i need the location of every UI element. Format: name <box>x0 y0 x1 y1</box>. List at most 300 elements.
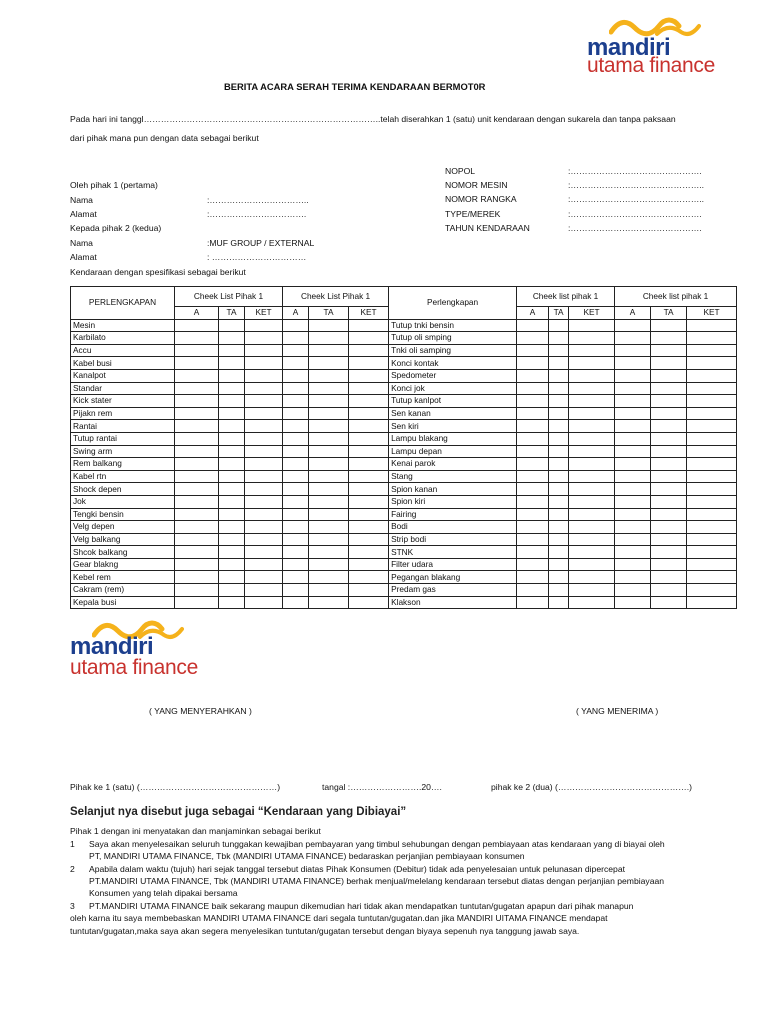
check-cell[interactable] <box>687 470 737 483</box>
check-cell[interactable] <box>219 483 245 496</box>
term-3-line-a: PT.MANDIRI UTAMA FINANCE baik sekarang maupun dikemudian hari tidak akan mendapatkan tuntutan/gugatan apapun dari pihak manapun <box>89 901 634 911</box>
check-cell[interactable] <box>349 395 389 408</box>
check-cell[interactable] <box>569 571 615 584</box>
check-cell[interactable] <box>245 596 283 609</box>
check-cell[interactable] <box>615 558 651 571</box>
check-cell[interactable] <box>517 407 549 420</box>
check-cell[interactable] <box>687 369 737 382</box>
check-cell[interactable] <box>245 546 283 559</box>
check-cell[interactable] <box>245 357 283 370</box>
check-cell[interactable] <box>549 369 569 382</box>
check-cell[interactable] <box>517 508 549 521</box>
check-cell[interactable] <box>569 395 615 408</box>
check-cell[interactable] <box>175 319 219 332</box>
check-cell[interactable] <box>651 432 687 445</box>
check-cell[interactable] <box>175 546 219 559</box>
check-cell[interactable] <box>309 382 349 395</box>
check-cell[interactable] <box>219 395 245 408</box>
check-cell[interactable] <box>283 521 309 534</box>
check-cell[interactable] <box>687 483 737 496</box>
check-cell[interactable] <box>219 596 245 609</box>
check-cell[interactable] <box>309 369 349 382</box>
check-cell[interactable] <box>245 420 283 433</box>
check-cell[interactable] <box>349 546 389 559</box>
check-cell[interactable] <box>219 521 245 534</box>
check-cell[interactable] <box>245 584 283 597</box>
check-cell[interactable] <box>283 369 309 382</box>
check-cell[interactable] <box>175 458 219 471</box>
check-cell[interactable] <box>175 508 219 521</box>
check-cell[interactable] <box>349 382 389 395</box>
check-cell[interactable] <box>283 508 309 521</box>
table-row <box>71 458 737 471</box>
check-cell[interactable] <box>283 483 309 496</box>
check-cell[interactable] <box>309 458 349 471</box>
check-cell[interactable] <box>175 407 219 420</box>
check-cell[interactable] <box>651 332 687 345</box>
check-cell[interactable] <box>549 395 569 408</box>
check-cell[interactable] <box>175 432 219 445</box>
check-cell[interactable] <box>219 458 245 471</box>
check-cell[interactable] <box>283 319 309 332</box>
check-cell[interactable] <box>219 470 245 483</box>
check-cell[interactable] <box>175 369 219 382</box>
check-cell[interactable] <box>175 558 219 571</box>
check-cell[interactable] <box>615 470 651 483</box>
check-cell[interactable] <box>517 357 549 370</box>
check-cell[interactable] <box>651 395 687 408</box>
item-right-label: Konci jok <box>389 382 517 395</box>
field-nama1-value[interactable]: :…………………………….. <box>207 195 309 205</box>
check-cell[interactable] <box>687 584 737 597</box>
check-cell[interactable] <box>349 432 389 445</box>
check-cell[interactable] <box>615 483 651 496</box>
check-cell[interactable] <box>175 420 219 433</box>
check-cell[interactable] <box>349 344 389 357</box>
check-cell[interactable] <box>309 395 349 408</box>
check-cell[interactable] <box>687 357 737 370</box>
check-cell[interactable] <box>309 521 349 534</box>
check-cell[interactable] <box>283 332 309 345</box>
check-cell[interactable] <box>245 470 283 483</box>
check-cell[interactable] <box>549 357 569 370</box>
check-cell[interactable] <box>569 420 615 433</box>
check-cell[interactable] <box>283 344 309 357</box>
check-cell[interactable] <box>283 382 309 395</box>
field-nopol-value[interactable]: :………………………………………. <box>568 166 702 176</box>
check-cell[interactable] <box>349 558 389 571</box>
check-cell[interactable] <box>245 483 283 496</box>
check-cell[interactable] <box>569 357 615 370</box>
check-cell[interactable] <box>175 521 219 534</box>
check-cell[interactable] <box>309 432 349 445</box>
check-cell[interactable] <box>245 432 283 445</box>
check-cell[interactable] <box>569 332 615 345</box>
check-cell[interactable] <box>569 596 615 609</box>
field-type-merek-value[interactable]: :………………………………………. <box>568 209 702 219</box>
check-cell[interactable] <box>549 571 569 584</box>
check-cell[interactable] <box>517 458 549 471</box>
check-cell[interactable] <box>651 445 687 458</box>
check-cell[interactable] <box>517 382 549 395</box>
check-cell[interactable] <box>687 432 737 445</box>
check-cell[interactable] <box>349 407 389 420</box>
check-cell[interactable] <box>517 369 549 382</box>
table-row <box>71 369 737 382</box>
check-cell[interactable] <box>687 558 737 571</box>
check-cell[interactable] <box>309 470 349 483</box>
check-cell[interactable] <box>549 470 569 483</box>
check-cell[interactable] <box>309 483 349 496</box>
check-cell[interactable] <box>651 369 687 382</box>
check-cell[interactable] <box>219 420 245 433</box>
check-cell[interactable] <box>549 483 569 496</box>
check-cell[interactable] <box>615 382 651 395</box>
check-cell[interactable] <box>517 558 549 571</box>
check-cell[interactable] <box>349 332 389 345</box>
signature-tanggal[interactable]: tangal :…………………….20…. <box>322 782 442 792</box>
check-cell[interactable] <box>309 357 349 370</box>
check-cell[interactable] <box>245 332 283 345</box>
check-cell[interactable] <box>687 596 737 609</box>
check-cell[interactable] <box>283 432 309 445</box>
check-cell[interactable] <box>569 546 615 559</box>
field-alamat1-value[interactable]: :……………………………. <box>207 209 307 219</box>
check-cell[interactable] <box>517 432 549 445</box>
check-cell[interactable] <box>651 584 687 597</box>
check-cell[interactable] <box>517 546 549 559</box>
check-cell[interactable] <box>349 508 389 521</box>
check-cell[interactable] <box>245 521 283 534</box>
check-cell[interactable] <box>615 596 651 609</box>
check-cell[interactable] <box>651 344 687 357</box>
check-cell[interactable] <box>219 445 245 458</box>
field-nopol-label: NOPOL <box>445 166 476 176</box>
check-cell[interactable] <box>219 508 245 521</box>
check-cell[interactable] <box>615 420 651 433</box>
check-cell[interactable] <box>615 369 651 382</box>
check-cell[interactable] <box>219 558 245 571</box>
check-cell[interactable] <box>651 508 687 521</box>
check-cell[interactable] <box>517 319 549 332</box>
logo-text-utama-finance: utama finance <box>587 54 716 77</box>
check-cell[interactable] <box>309 533 349 546</box>
check-cell[interactable] <box>349 596 389 609</box>
check-cell[interactable] <box>245 344 283 357</box>
check-cell[interactable] <box>517 596 549 609</box>
check-cell[interactable] <box>245 407 283 420</box>
check-cell[interactable] <box>651 483 687 496</box>
check-cell[interactable] <box>651 357 687 370</box>
sub-header-ket: KET <box>349 307 389 320</box>
check-cell[interactable] <box>549 495 569 508</box>
check-cell[interactable] <box>615 395 651 408</box>
check-cell[interactable] <box>245 571 283 584</box>
check-cell[interactable] <box>517 332 549 345</box>
check-cell[interactable] <box>569 344 615 357</box>
check-cell[interactable] <box>283 458 309 471</box>
check-cell[interactable] <box>309 508 349 521</box>
check-cell[interactable] <box>245 395 283 408</box>
check-cell[interactable] <box>245 508 283 521</box>
check-cell[interactable] <box>245 319 283 332</box>
check-cell[interactable] <box>549 533 569 546</box>
check-cell[interactable] <box>687 458 737 471</box>
check-cell[interactable] <box>245 382 283 395</box>
check-cell[interactable] <box>175 596 219 609</box>
check-cell[interactable] <box>175 332 219 345</box>
check-cell[interactable] <box>175 483 219 496</box>
check-cell[interactable] <box>549 445 569 458</box>
check-cell[interactable] <box>517 571 549 584</box>
check-cell[interactable] <box>549 420 569 433</box>
sub-header-a: A <box>615 307 651 320</box>
check-cell[interactable] <box>687 521 737 534</box>
check-cell[interactable] <box>549 521 569 534</box>
check-cell[interactable] <box>651 571 687 584</box>
check-cell[interactable] <box>517 521 549 534</box>
check-cell[interactable] <box>569 445 615 458</box>
check-cell[interactable] <box>615 571 651 584</box>
check-cell[interactable] <box>283 584 309 597</box>
check-cell[interactable] <box>517 344 549 357</box>
check-cell[interactable] <box>309 407 349 420</box>
check-cell[interactable] <box>219 357 245 370</box>
check-cell[interactable] <box>687 533 737 546</box>
check-cell[interactable] <box>283 546 309 559</box>
check-cell[interactable] <box>615 407 651 420</box>
check-cell[interactable] <box>245 445 283 458</box>
check-cell[interactable] <box>651 407 687 420</box>
check-cell[interactable] <box>651 420 687 433</box>
check-cell[interactable] <box>651 495 687 508</box>
check-cell[interactable] <box>549 596 569 609</box>
check-cell[interactable] <box>569 495 615 508</box>
check-cell[interactable] <box>687 571 737 584</box>
check-cell[interactable] <box>569 319 615 332</box>
check-cell[interactable] <box>569 558 615 571</box>
check-cell[interactable] <box>219 584 245 597</box>
check-cell[interactable] <box>687 445 737 458</box>
check-cell[interactable] <box>569 382 615 395</box>
check-cell[interactable] <box>569 508 615 521</box>
check-cell[interactable] <box>283 420 309 433</box>
check-cell[interactable] <box>175 495 219 508</box>
check-cell[interactable] <box>687 382 737 395</box>
check-cell[interactable] <box>549 382 569 395</box>
check-cell[interactable] <box>549 432 569 445</box>
check-cell[interactable] <box>219 344 245 357</box>
check-cell[interactable] <box>569 470 615 483</box>
check-cell[interactable] <box>219 407 245 420</box>
check-cell[interactable] <box>615 319 651 332</box>
check-cell[interactable] <box>175 344 219 357</box>
field-tahun-value[interactable]: :………………………………………. <box>568 223 702 233</box>
check-cell[interactable] <box>349 369 389 382</box>
check-cell[interactable] <box>309 596 349 609</box>
check-cell[interactable] <box>283 495 309 508</box>
check-cell[interactable] <box>517 495 549 508</box>
check-cell[interactable] <box>283 558 309 571</box>
check-cell[interactable] <box>651 521 687 534</box>
check-cell[interactable] <box>283 407 309 420</box>
check-cell[interactable] <box>309 495 349 508</box>
check-cell[interactable] <box>349 495 389 508</box>
check-cell[interactable] <box>175 395 219 408</box>
check-cell[interactable] <box>309 584 349 597</box>
check-cell[interactable] <box>569 521 615 534</box>
field-nomor-rangka-value[interactable]: :……………………………………….. <box>568 194 705 204</box>
check-cell[interactable] <box>245 558 283 571</box>
check-cell[interactable] <box>309 344 349 357</box>
check-cell[interactable] <box>349 445 389 458</box>
check-cell[interactable] <box>615 445 651 458</box>
signature-pihak-1[interactable]: Pihak ke 1 (satu) (…………………………………………) <box>70 782 281 792</box>
check-cell[interactable] <box>615 357 651 370</box>
check-cell[interactable] <box>175 357 219 370</box>
check-cell[interactable] <box>517 470 549 483</box>
check-cell[interactable] <box>309 319 349 332</box>
check-cell[interactable] <box>651 470 687 483</box>
check-cell[interactable] <box>687 546 737 559</box>
check-cell[interactable] <box>283 571 309 584</box>
check-cell[interactable] <box>175 584 219 597</box>
check-cell[interactable] <box>651 558 687 571</box>
check-cell[interactable] <box>517 420 549 433</box>
check-cell[interactable] <box>687 495 737 508</box>
check-cell[interactable] <box>569 483 615 496</box>
check-cell[interactable] <box>219 332 245 345</box>
check-cell[interactable] <box>549 508 569 521</box>
check-cell[interactable] <box>651 533 687 546</box>
check-cell[interactable] <box>245 533 283 546</box>
check-cell[interactable] <box>349 470 389 483</box>
check-cell[interactable] <box>309 445 349 458</box>
check-cell[interactable] <box>549 344 569 357</box>
check-cell[interactable] <box>349 319 389 332</box>
check-cell[interactable] <box>549 458 569 471</box>
check-cell[interactable] <box>615 458 651 471</box>
check-cell[interactable] <box>309 420 349 433</box>
check-cell[interactable] <box>615 508 651 521</box>
check-cell[interactable] <box>569 407 615 420</box>
check-cell[interactable] <box>349 571 389 584</box>
check-cell[interactable] <box>349 458 389 471</box>
check-cell[interactable] <box>569 432 615 445</box>
check-cell[interactable] <box>219 432 245 445</box>
check-cell[interactable] <box>615 344 651 357</box>
table-row <box>71 521 737 534</box>
check-cell[interactable] <box>517 584 549 597</box>
check-cell[interactable] <box>349 584 389 597</box>
check-cell[interactable] <box>175 445 219 458</box>
document-title: BERITA ACARA SERAH TERIMA KENDARAAN BERMOT0R <box>224 81 486 92</box>
check-cell[interactable] <box>175 533 219 546</box>
check-cell[interactable] <box>245 495 283 508</box>
check-cell[interactable] <box>687 344 737 357</box>
check-cell[interactable] <box>283 357 309 370</box>
check-cell[interactable] <box>349 483 389 496</box>
check-cell[interactable] <box>517 445 549 458</box>
check-cell[interactable] <box>615 432 651 445</box>
check-cell[interactable] <box>175 382 219 395</box>
check-cell[interactable] <box>615 332 651 345</box>
check-cell[interactable] <box>549 546 569 559</box>
check-cell[interactable] <box>517 395 549 408</box>
check-cell[interactable] <box>219 546 245 559</box>
check-cell[interactable] <box>349 420 389 433</box>
check-cell[interactable] <box>687 332 737 345</box>
check-cell[interactable] <box>349 521 389 534</box>
check-cell[interactable] <box>569 533 615 546</box>
check-cell[interactable] <box>569 458 615 471</box>
check-cell[interactable] <box>175 470 219 483</box>
check-cell[interactable] <box>309 571 349 584</box>
check-cell[interactable] <box>219 533 245 546</box>
check-cell[interactable] <box>651 458 687 471</box>
check-cell[interactable] <box>549 558 569 571</box>
signature-pihak-2[interactable]: pihak ke 2 (dua) (……………………………………….) <box>491 782 693 792</box>
check-cell[interactable] <box>283 470 309 483</box>
field-alamat2-value[interactable]: : …………………………… <box>207 252 307 262</box>
check-cell[interactable] <box>175 571 219 584</box>
check-cell[interactable] <box>687 319 737 332</box>
check-cell[interactable] <box>615 584 651 597</box>
check-cell[interactable] <box>651 319 687 332</box>
check-cell[interactable] <box>219 369 245 382</box>
check-cell[interactable] <box>283 395 309 408</box>
check-cell[interactable] <box>219 319 245 332</box>
field-nama2-value[interactable]: :MUF GROUP / EXTERNAL <box>207 238 315 248</box>
check-cell[interactable] <box>245 369 283 382</box>
check-cell[interactable] <box>549 332 569 345</box>
check-cell[interactable] <box>309 546 349 559</box>
check-cell[interactable] <box>549 584 569 597</box>
check-cell[interactable] <box>569 584 615 597</box>
check-cell[interactable] <box>651 596 687 609</box>
check-cell[interactable] <box>245 458 283 471</box>
check-cell[interactable] <box>569 369 615 382</box>
check-cell[interactable] <box>687 407 737 420</box>
check-cell[interactable] <box>615 495 651 508</box>
check-cell[interactable] <box>349 357 389 370</box>
check-cell[interactable] <box>283 533 309 546</box>
field-nomor-mesin-value[interactable]: :……………………………………….. <box>568 180 705 190</box>
check-cell[interactable] <box>219 382 245 395</box>
check-cell[interactable] <box>615 533 651 546</box>
check-cell[interactable] <box>615 521 651 534</box>
check-cell[interactable] <box>651 382 687 395</box>
check-cell[interactable] <box>549 319 569 332</box>
check-cell[interactable] <box>219 571 245 584</box>
check-cell[interactable] <box>687 508 737 521</box>
check-cell[interactable] <box>687 395 737 408</box>
check-cell[interactable] <box>517 533 549 546</box>
check-cell[interactable] <box>349 533 389 546</box>
check-cell[interactable] <box>309 558 349 571</box>
check-cell[interactable] <box>283 445 309 458</box>
check-cell[interactable] <box>687 420 737 433</box>
table-row <box>71 420 737 433</box>
check-cell[interactable] <box>283 596 309 609</box>
logo-text-mandiri: mandiri <box>70 633 154 660</box>
check-cell[interactable] <box>219 495 245 508</box>
check-cell[interactable] <box>517 483 549 496</box>
check-cell[interactable] <box>549 407 569 420</box>
check-cell[interactable] <box>651 546 687 559</box>
check-cell[interactable] <box>615 546 651 559</box>
check-cell[interactable] <box>309 332 349 345</box>
